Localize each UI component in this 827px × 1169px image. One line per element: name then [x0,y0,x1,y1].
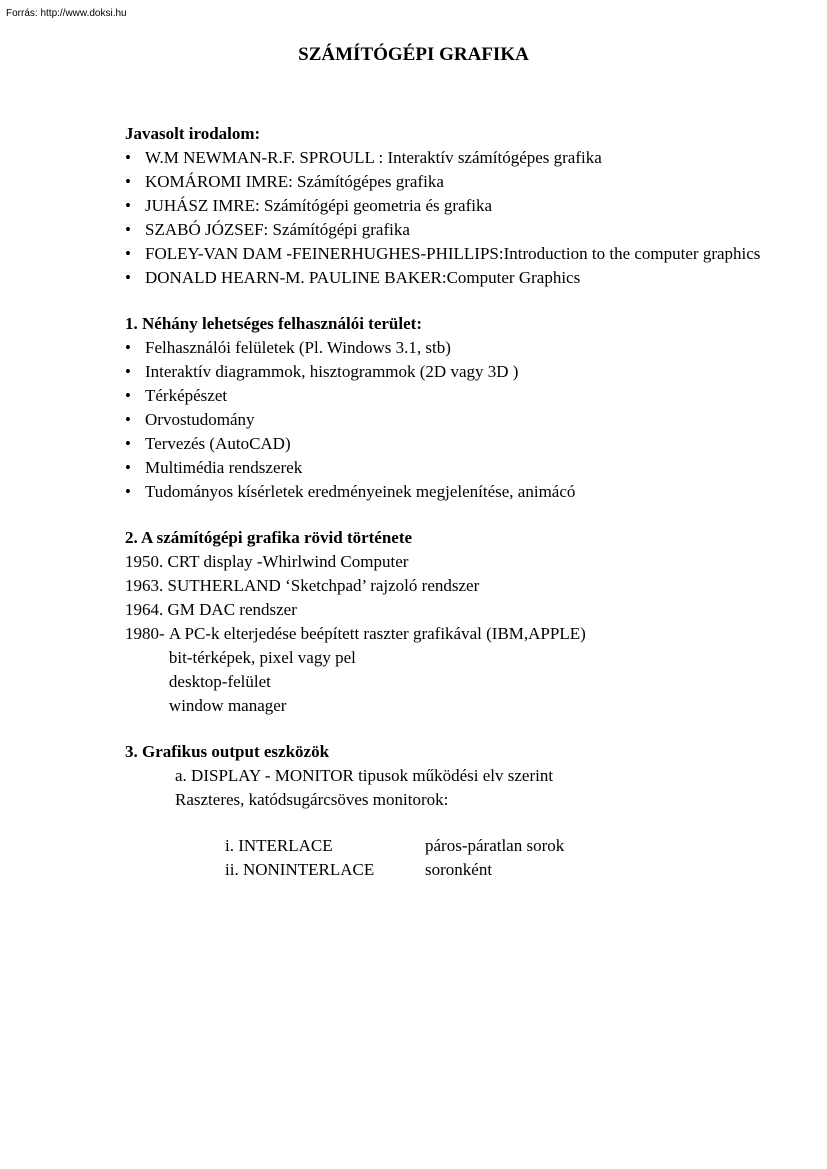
document-body [125,122,765,882]
list-item: • JUHÁSZ IMRE: Számítógépi geometria és grafika [125,194,765,218]
application-areas-list [125,336,765,504]
list-item: • Interaktív diagrammok, hisztogrammok (2D vagy 3D ) [125,360,765,384]
history-line: 1963. SUTHERLAND ‘Sketchpad’ rajzoló rendszer [125,576,480,595]
list-item: • Térképészet [125,384,765,408]
monitor-type-desc: soronként [425,860,493,879]
list-item: • Multimédia rendszerek [125,456,765,480]
history-detail: bit-térképek, pixel vagy pel [168,648,356,667]
monitor-type-term: ii. NONINTERLACE [225,860,375,879]
history-detail: A PC-k elterjedése beépített raszter grafikával (IBM,APPLE) [168,624,586,643]
monitor-type-term: i. INTERLACE [225,836,333,855]
history-detail: window manager [168,696,287,715]
history-line: 1950. CRT display -Whirlwind Computer [125,552,409,571]
raster-monitors-line: Raszteres, katódsugárcsöves monitorok: [175,790,449,809]
monitor-type-desc: páros-páratlan sorok [425,836,565,855]
list-item: • Felhasználói felületek (Pl. Windows 3.1, stb) [125,336,765,360]
history-detail: desktop-felület [168,672,271,691]
list-item: • Tudományos kísérletek eredményeinek megjelenítése, animácó [125,480,765,504]
section2-heading: 2. A számítógépi grafika rövid története [125,528,413,547]
section3-heading: 3. Grafikus output eszközök [125,742,330,761]
history-line: 1964. GM DAC rendszer [125,600,297,619]
list-item: • DONALD HEARN-M. PAULINE BAKER:Computer Graphics [125,266,765,290]
list-item: • KOMÁROMI IMRE: Számítógépes grafika [125,170,765,194]
page-title: SZÁMÍTÓGÉPI GRAFIKA [298,44,529,65]
source-label: Forrás: http://www.doksi.hu [6,8,127,19]
history-1980-details [169,622,586,718]
history-line-1980 [125,622,765,718]
list-item: • Tervezés (AutoCAD) [125,432,765,456]
literature-list [125,146,765,290]
list-item: • Orvostudomány [125,408,765,432]
display-types-line: a. DISPLAY - MONITOR tipusok működési elv szerint [175,766,554,785]
list-item: • W.M NEWMAN-R.F. SPROULL : Interaktív számítógépes grafika [125,146,765,170]
list-item: • SZABÓ JÓZSEF: Számítógépi grafika [125,218,765,242]
section1-heading: 1. Néhány lehetséges felhasználói terület: [125,314,422,333]
monitor-type-row [125,858,765,882]
monitor-type-row [125,834,765,858]
literature-heading: Javasolt irodalom: [125,124,261,143]
history-year: 1980- [125,624,169,643]
list-item: • FOLEY-VAN DAM -FEINERHUGHES-PHILLIPS:Introduction to the computer graphics [125,242,765,266]
